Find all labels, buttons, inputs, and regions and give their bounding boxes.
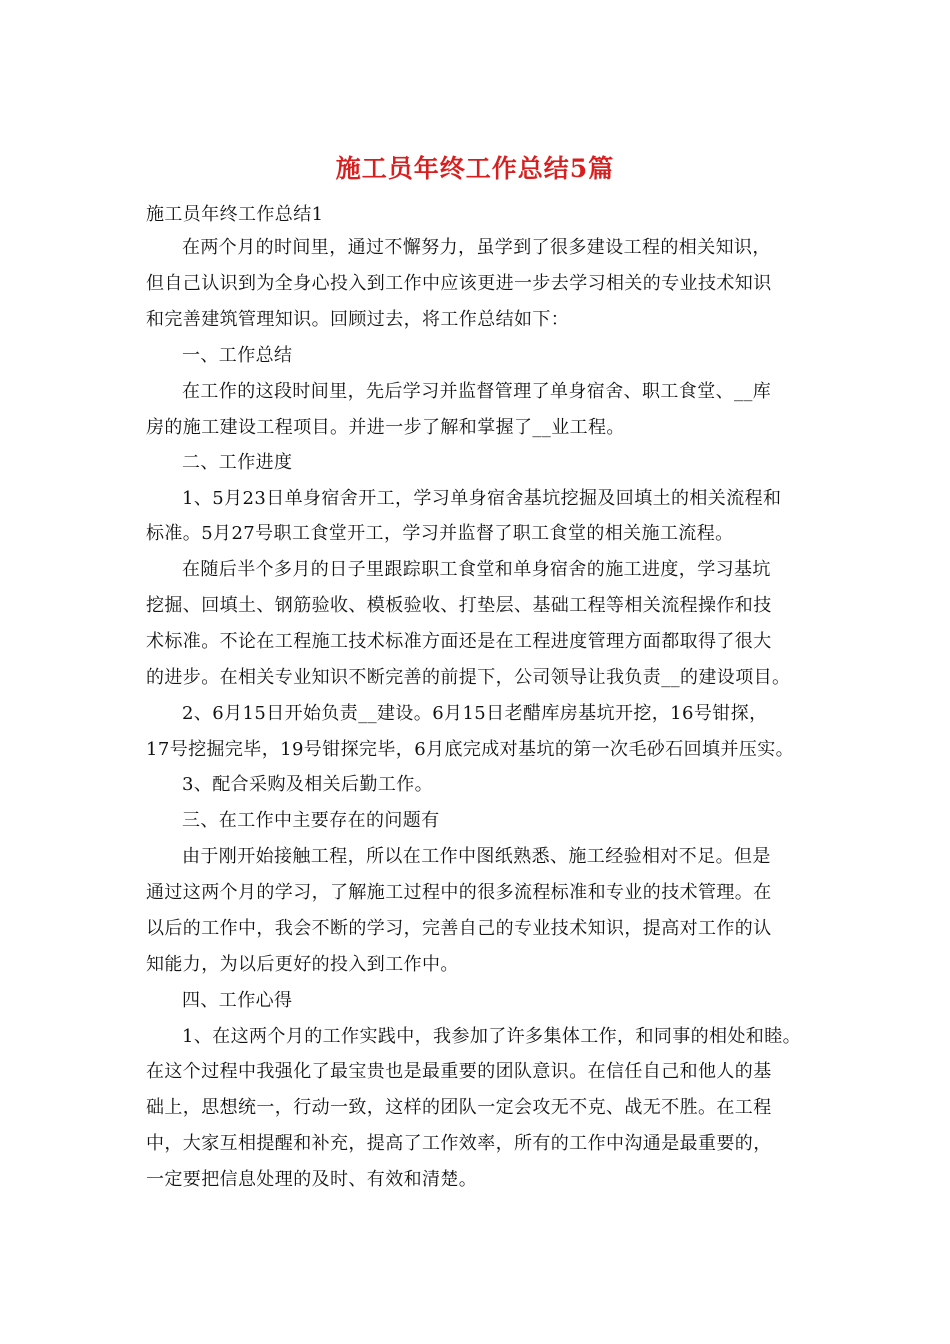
paragraph-line: 1、在这两个月的工作实践中，我参加了许多集体工作，和同事的相处和睦。 xyxy=(182,1026,802,1047)
subheading: 三、在工作中主要存在的问题有 xyxy=(182,810,440,831)
paragraph-line: 挖掘、回填土、钢筋验收、模板验收、打垫层、基础工程等相关流程操作和技 xyxy=(146,595,772,616)
subheading: 二、工作进度 xyxy=(182,452,293,473)
paragraph-line: 和完善建筑管理知识。回顾过去，将工作总结如下： xyxy=(146,309,570,330)
subheading: 四、工作心得 xyxy=(182,990,293,1011)
paragraph-line: 由于刚开始接触工程，所以在工作中图纸熟悉、施工经验相对不足。但是 xyxy=(182,846,771,867)
paragraph-line: 在两个月的时间里，通过不懈努力，虽学到了很多建设工程的相关知识， xyxy=(182,237,771,258)
paragraph-line: 础上，思想统一，行动一致，这样的团队一定会攻无不克、战无不胜。在工程 xyxy=(146,1097,772,1118)
paragraph-line: 一定要把信息处理的及时、有效和清楚。 xyxy=(146,1169,478,1190)
paragraph-line: 知能力，为以后更好的投入到工作中。 xyxy=(146,954,459,975)
paragraph-line: 2、6月15日开始负责__建设。6月15日老醋库房基坑开挖，16号钳探， xyxy=(182,703,768,724)
paragraph-line: 通过这两个月的学习，了解施工过程中的很多流程标准和专业的技术管理。在 xyxy=(146,882,772,903)
section-heading: 施工员年终工作总结1 xyxy=(146,204,324,225)
paragraph-line: 中，大家互相提醒和补充，提高了工作效率，所有的工作中沟通是最重要的， xyxy=(146,1133,772,1154)
subheading: 一、工作总结 xyxy=(182,345,293,366)
paragraph-line: 房的施工建设工程项目。并进一步了解和掌握了__业工程。 xyxy=(146,417,625,438)
paragraph-line: 在工作的这段时间里，先后学习并监督管理了单身宿舍、职工食堂、__库 xyxy=(182,381,772,402)
paragraph-line: 17号挖掘完毕，19号钳探完毕，6月底完成对基坑的第一次毛砂石回填并压实。 xyxy=(146,739,795,760)
document-title: 施工员年终工作总结5篇 xyxy=(335,154,615,183)
paragraph-line: 在随后半个多月的日子里跟踪职工食堂和单身宿舍的施工进度，学习基坑 xyxy=(182,559,771,580)
paragraph-line: 术标准。不论在工程施工技术标准方面还是在工程进度管理方面都取得了很大 xyxy=(146,631,772,652)
paragraph-line: 但自己认识到为全身心投入到工作中应该更进一步去学习相关的专业技术知识 xyxy=(146,273,772,294)
paragraph-line: 1、5月23日单身宿舍开工，学习单身宿舍基坑挖掘及回填土的相关流程和 xyxy=(182,488,782,509)
paragraph-line: 在这个过程中我强化了最宝贵也是最重要的团队意识。在信任自己和他人的基 xyxy=(146,1061,772,1082)
paragraph-line: 以后的工作中，我会不断的学习，完善自己的专业技术知识，提高对工作的认 xyxy=(146,918,772,939)
paragraph-line: 的进步。在相关专业知识不断完善的前提下，公司领导让我负责__的建设项目。 xyxy=(146,667,791,688)
paragraph-line: 标准。5月27号职工食堂开工，学习并监督了职工食堂的相关施工流程。 xyxy=(146,523,734,544)
paragraph-line: 3、配合采购及相关后勤工作。 xyxy=(182,774,434,795)
